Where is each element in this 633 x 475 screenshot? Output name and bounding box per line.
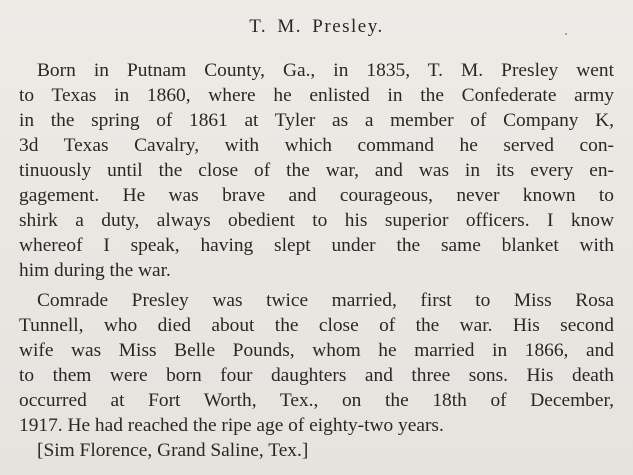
text-line: shirk a duty, always obedient to his superior officers. I know — [19, 210, 614, 231]
text-line: to them were born four daughters and three sons. His death — [19, 365, 614, 386]
text-line: Comrade Presley was twice married, first to Miss Rosa — [37, 290, 614, 311]
text-line: him during the war. — [19, 260, 171, 281]
text-line: tinuously until the close of the war, and was in its every en- — [19, 160, 614, 181]
text-line: occurred at Fort Worth, Tex., on the 18th of December, — [19, 390, 614, 411]
paper-speck — [565, 33, 567, 35]
signature: [Sim Florence, Grand Saline, Tex.] — [37, 440, 309, 461]
text-line: whereof I speak, having slept under the same blanket with — [19, 235, 614, 256]
text-line: Tunnell, who died about the close of the war. His second — [19, 315, 614, 336]
text-line: 3d Texas Cavalry, with which command he served con- — [19, 135, 614, 156]
text-line: Born in Putnam County, Ga., in 1835, T. M. Presley went — [37, 60, 614, 81]
text-line: wife was Miss Belle Pounds, whom he married in 1866, and — [19, 340, 614, 361]
text-line: 1917. He had reached the ripe age of eighty-two years. — [19, 415, 444, 436]
text-line: to Texas in 1860, where he enlisted in the Confederate army — [19, 85, 614, 106]
text-line: in the spring of 1861 at Tyler as a member of Company K, — [19, 110, 614, 131]
page-title: T. M. Presley. — [249, 16, 384, 37]
text-line: gagement. He was brave and courageous, never known to — [19, 185, 614, 206]
